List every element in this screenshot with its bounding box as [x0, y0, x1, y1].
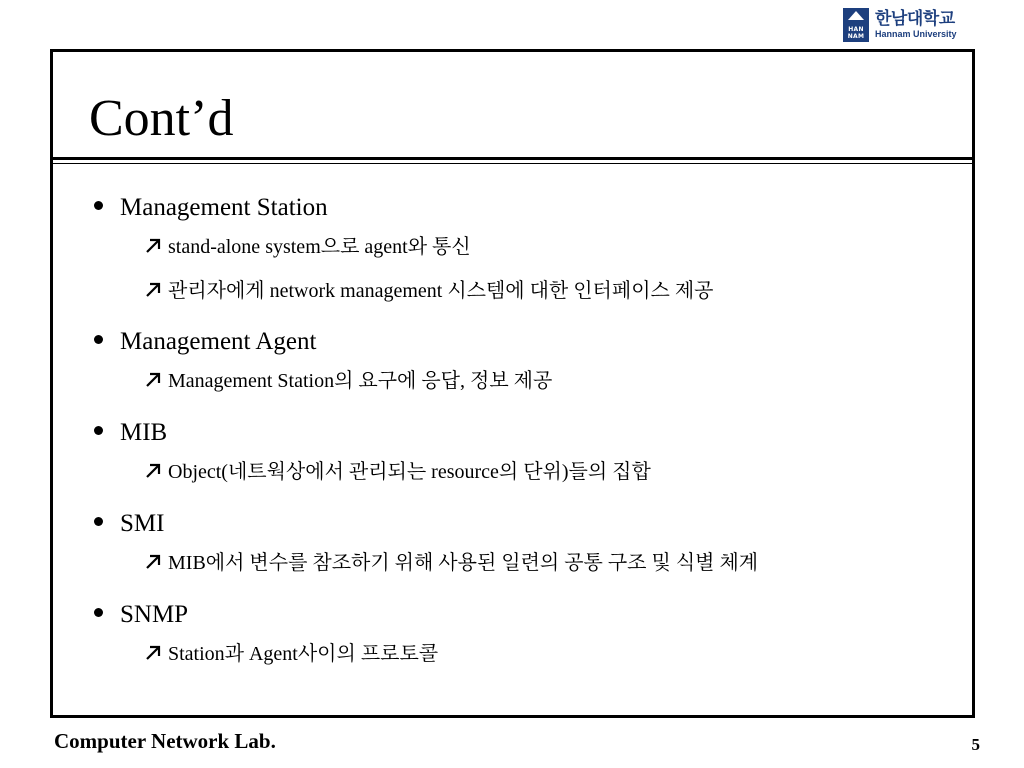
- logo-emblem-icon: [843, 8, 869, 42]
- bullet-label: Management Agent: [120, 328, 317, 355]
- sub-bullet-label: Station과 Agent사이의 프로토콜: [168, 643, 439, 665]
- arrow-up-right-icon: [144, 553, 162, 571]
- bullet-icon: [94, 517, 103, 526]
- sub-bullet-item: [144, 369, 552, 395]
- arrow-up-right-icon: [144, 462, 162, 480]
- bullet-icon: [94, 426, 103, 435]
- logo-name-english: Hannam University: [875, 29, 957, 39]
- bullet-icon: [94, 201, 103, 210]
- bullet-item: [53, 321, 972, 412]
- arrow-up-right-icon: [144, 371, 162, 389]
- sub-bullet-label: stand-alone system으로 agent와 통신: [168, 236, 471, 258]
- bullet-label: SNMP: [120, 601, 189, 628]
- arrow-up-right-icon: [144, 644, 162, 662]
- slide-title: Cont’d: [89, 90, 234, 147]
- arrow-up-right-icon: [144, 281, 162, 299]
- title-rule-thick: [53, 157, 972, 160]
- sub-bullet-label: MIB에서 변수를 참조하기 위해 사용된 일련의 공통 구조 및 식별 체계: [168, 552, 759, 574]
- logo-emblem-text: HAN NAM: [847, 26, 865, 40]
- sub-bullet-item: [144, 235, 471, 261]
- slide-body: [53, 187, 972, 685]
- sub-bullet-item: [144, 551, 758, 577]
- slide-frame: [50, 49, 975, 718]
- logo-name-korean: 한남대학교: [875, 9, 955, 29]
- bullet-icon: [94, 608, 103, 617]
- bullet-item: [53, 187, 972, 321]
- bullet-label: Management Station: [120, 194, 328, 221]
- bullet-item: [53, 503, 972, 594]
- bullet-icon: [94, 335, 103, 344]
- page-number: 5: [971, 735, 980, 754]
- university-logo: [843, 7, 979, 43]
- bullet-label: SMI: [120, 510, 165, 537]
- sub-bullet-item: [144, 642, 438, 668]
- arrow-up-right-icon: [144, 237, 162, 255]
- sub-bullet-item: [144, 460, 651, 486]
- bullet-label: MIB: [120, 419, 168, 446]
- bullet-item: [53, 412, 972, 503]
- bullet-item: [53, 594, 972, 685]
- sub-bullet-label: Management Station의 요구에 응답, 정보 제공: [168, 370, 553, 392]
- sub-bullet-label: 관리자에게 network management 시스템에 대한 인터페이스 제공: [168, 280, 714, 302]
- sub-bullet-label: Object(네트웍상에서 관리되는 resource의 단위)들의 집합: [168, 461, 651, 483]
- title-rule-thin: [53, 163, 972, 164]
- sub-bullet-item: [144, 279, 713, 305]
- footer-lab-name: Computer Network Lab.: [54, 729, 276, 753]
